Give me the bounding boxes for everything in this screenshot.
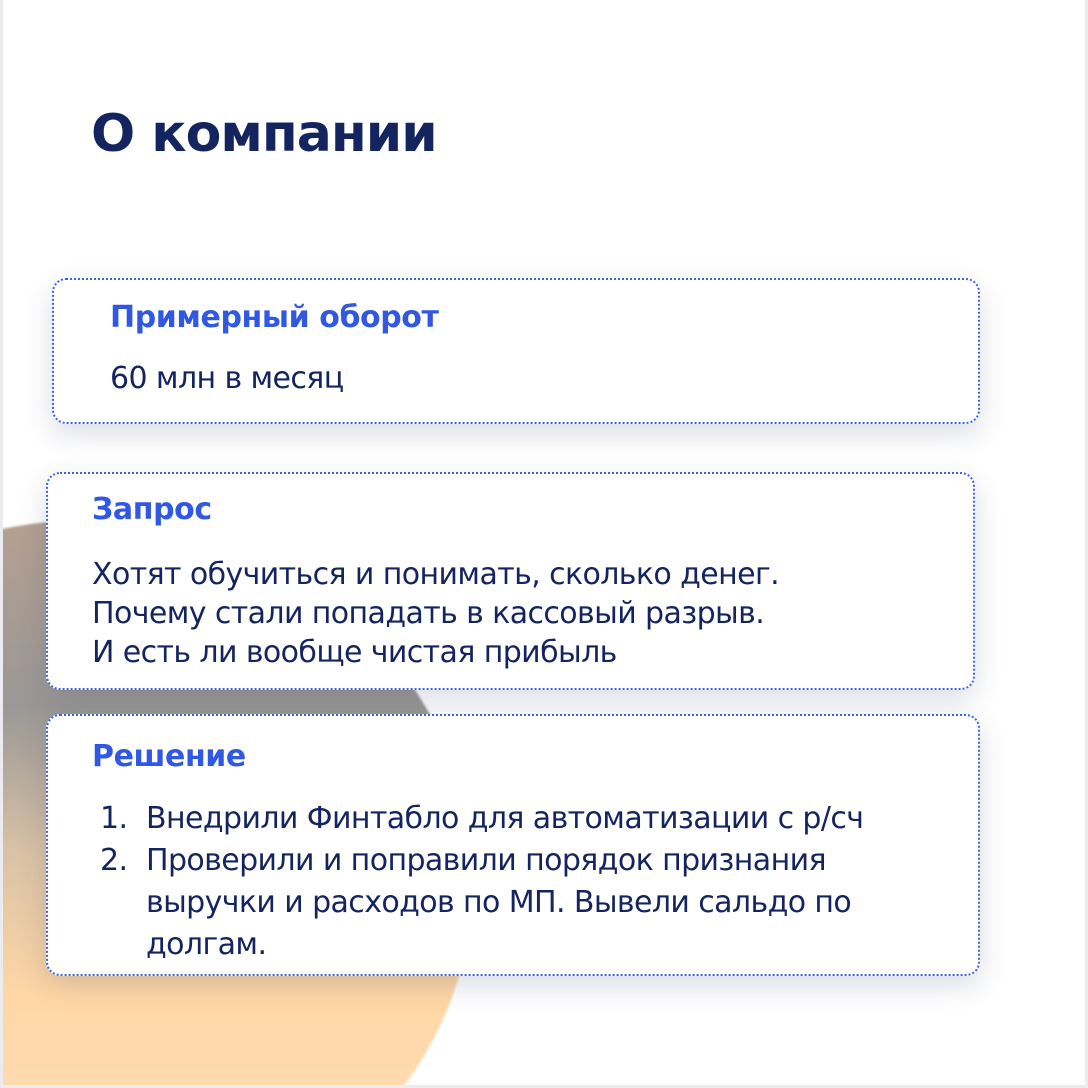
turnover-heading: Примерный оборот: [110, 300, 439, 335]
solution-steps: [100, 798, 960, 966]
turnover-card: [52, 278, 980, 424]
request-line: Хотят обучиться и понимать, сколько денег.: [92, 557, 780, 592]
turnover-value: 60 млн в месяц: [110, 361, 344, 396]
request-line: И есть ли вообще чистая прибыль: [92, 635, 617, 670]
solution-step: [100, 798, 960, 840]
page-title: О компании: [91, 104, 437, 164]
request-heading: Запрос: [92, 492, 212, 527]
request-card: [46, 472, 975, 690]
solution-heading: Решение: [92, 739, 246, 774]
step-number: 1.: [100, 801, 128, 836]
step-text: Проверили и поправили порядок признания выручки и расходов по МП. Вывели сальдо по долгам.: [146, 843, 852, 962]
solution-card: [46, 714, 980, 976]
request-text: [92, 555, 779, 672]
step-number: 2.: [100, 843, 128, 878]
solution-step: [100, 840, 960, 966]
request-line: Почему стали попадать в кассовый разрыв.: [92, 596, 765, 631]
step-text: Внедрили Финтабло для автоматизации с р/сч: [146, 801, 864, 836]
